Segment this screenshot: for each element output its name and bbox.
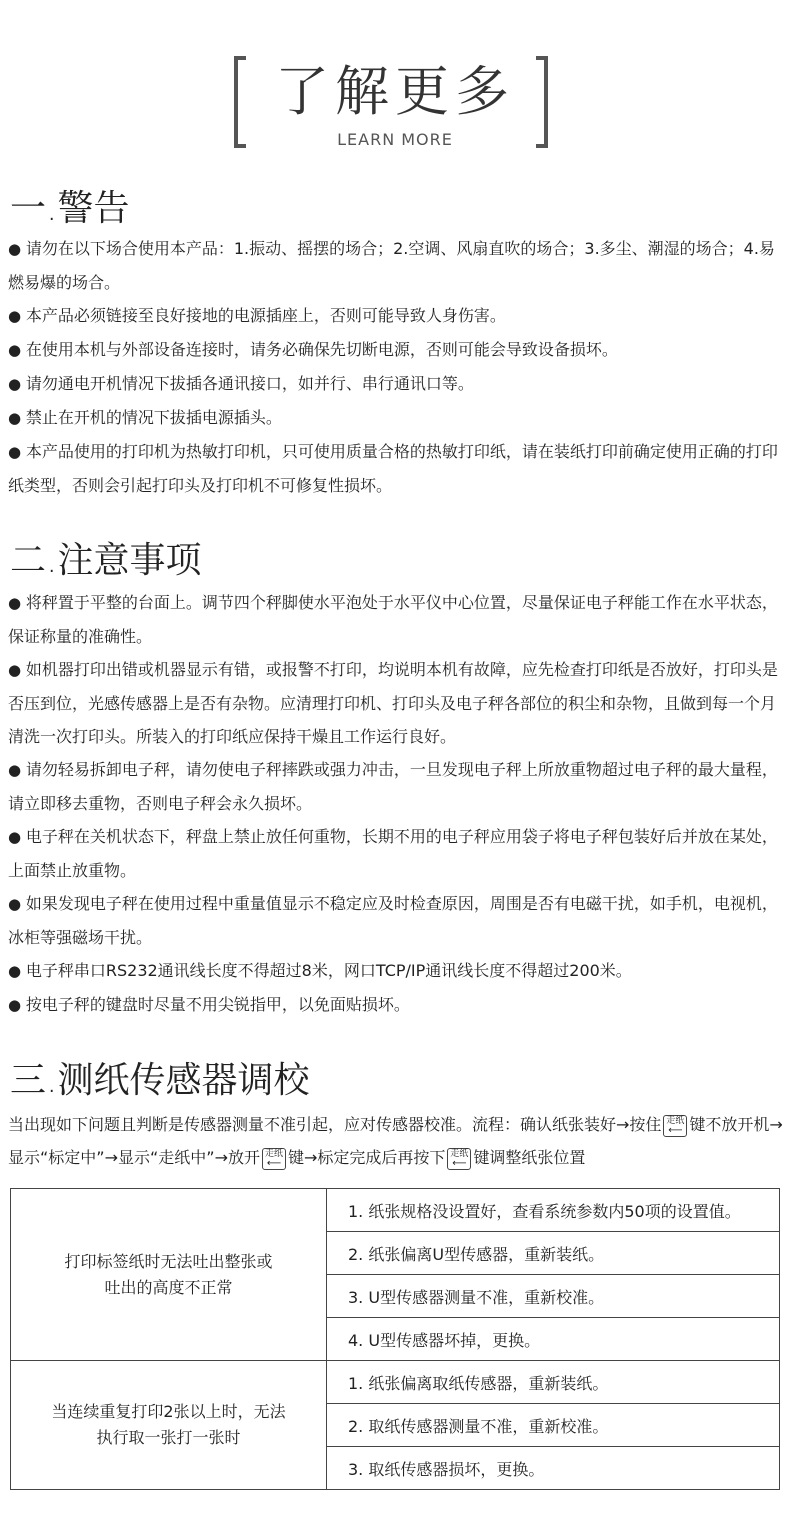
solution-cell: 3. 取纸传感器损坏，更换。 bbox=[327, 1447, 780, 1490]
feed-key-icon: 走纸 ⟵ bbox=[663, 1115, 687, 1137]
feed-key-icon: 走纸 ⟵ bbox=[447, 1148, 471, 1170]
feed-key-icon: 走纸 ⟵ bbox=[262, 1148, 286, 1170]
solution-cell: 1. 纸张偏离取纸传感器，重新装纸。 bbox=[327, 1361, 780, 1404]
notes-list bbox=[8, 586, 784, 1022]
page-subtitle: LEARN MORE bbox=[337, 130, 453, 149]
table-row bbox=[11, 1361, 780, 1404]
list-item: ● 请勿通电开机情况下拔插各通讯接口，如并行、串行通讯口等。 bbox=[8, 367, 784, 401]
intro-text-1: 当出现如下问题且判断是传感器测量不准引起，应对传感器校准。流程：确认纸张装好→按住 bbox=[8, 1115, 662, 1134]
list-item: ● 禁止在开机的情况下拔插电源插头。 bbox=[8, 401, 784, 435]
problem-cell: 当连续重复打印2张以上时，无法 执行取一张打一张时 bbox=[11, 1361, 327, 1490]
troubleshooting-table bbox=[10, 1188, 780, 1490]
list-item: ● 在使用本机与外部设备连接时，请务必确保先切断电源，否则可能会导致设备损坏。 bbox=[8, 333, 784, 367]
solution-cell: 4. U型传感器坏掉，更换。 bbox=[327, 1318, 780, 1361]
intro-text-4: 键调整纸张位置 bbox=[473, 1148, 586, 1167]
list-item: ● 请勿在以下场合使用本产品：1.振动、摇摆的场合；2.空调、风扇直吹的场合；3.多尘、潮湿的场合；4.易燃易爆的场合。 bbox=[8, 232, 784, 299]
page-header bbox=[0, 56, 790, 152]
intro-text-3: 键→标定完成后再按下 bbox=[287, 1148, 446, 1167]
calibration-intro bbox=[8, 1108, 784, 1174]
intro-text-2: 键不放开机→显示“标定中”→显示“走纸中”→放开 bbox=[8, 1115, 783, 1167]
list-item: ● 本产品必须链接至良好接地的电源插座上，否则可能导致人身伤害。 bbox=[8, 299, 784, 333]
solution-cell: 1. 纸张规格没设置好，查看系统参数内50项的设置值。 bbox=[327, 1189, 780, 1232]
problem-cell: 打印标签纸时无法吐出整张或 吐出的高度不正常 bbox=[11, 1189, 327, 1361]
list-item: ● 如机器打印出错或机器显示有错，或报警不打印，均说明本机有故障，应先检查打印纸是否放好，打印头是否压到位，光感传感器上是否有杂物。应清理打印机、打印头及电子秤各部位的积尘和杂物，且做到每一个月清洗一次打印头。所装入的打印纸应保持干燥且工作运行良好。 bbox=[8, 653, 784, 753]
list-item: ● 如果发现电子秤在使用过程中重量值显示不稳定应及时检查原因，周围是否有电磁干扰，如手机，电视机，冰柜等强磁场干扰。 bbox=[8, 887, 784, 954]
section-title-sensor-calibration: 三.测纸传感器调校 bbox=[10, 1060, 310, 1101]
warning-list bbox=[8, 232, 784, 502]
solution-cell: 2. 纸张偏离U型传感器，重新装纸。 bbox=[327, 1232, 780, 1275]
table-row bbox=[11, 1189, 780, 1232]
list-item: ● 将秤置于平整的台面上。调节四个秤脚使水平泡处于水平仪中心位置，尽量保证电子秤能工作在水平状态，保证称量的准确性。 bbox=[8, 586, 784, 653]
solution-cell: 3. U型传感器测量不准，重新校准。 bbox=[327, 1275, 780, 1318]
solution-cell: 2. 取纸传感器测量不准，重新校准。 bbox=[327, 1404, 780, 1447]
section-title-warning: 一.警告 bbox=[10, 188, 130, 229]
section-title-notes: 二.注意事项 bbox=[10, 540, 202, 581]
page-title: 了解更多 bbox=[275, 60, 515, 123]
list-item: ● 电子秤串口RS232通讯线长度不得超过8米，网口TCP/IP通讯线长度不得超过200米。 bbox=[8, 954, 784, 988]
list-item: ● 请勿轻易拆卸电子秤，请勿使电子秤摔跌或强力冲击，一旦发现电子秤上所放重物超过电子秤的最大量程，请立即移去重物，否则电子秤会永久损坏。 bbox=[8, 753, 784, 820]
list-item: ● 本产品使用的打印机为热敏打印机，只可使用质量合格的热敏打印纸，请在装纸打印前确定使用正确的打印纸类型，否则会引起打印头及打印机不可修复性损坏。 bbox=[8, 435, 784, 502]
list-item: ● 电子秤在关机状态下，秤盘上禁止放任何重物，长期不用的电子秤应用袋子将电子秤包装好后并放在某处，上面禁止放重物。 bbox=[8, 820, 784, 887]
list-item: ● 按电子秤的键盘时尽量不用尖锐指甲，以免面贴损坏。 bbox=[8, 988, 784, 1022]
